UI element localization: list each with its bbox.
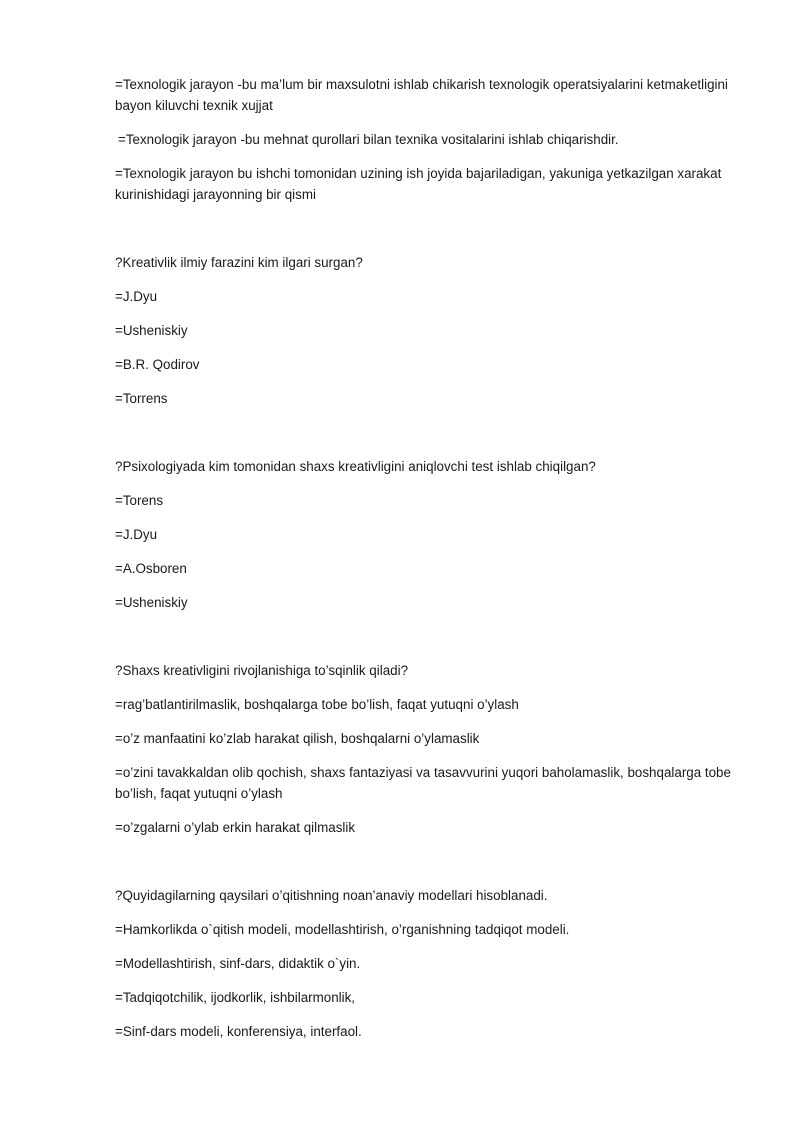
answer-line: =o’z manfaatini ko’zlab harakat qilish, boshqalarni o’ylamaslik bbox=[115, 731, 480, 746]
answer-line: =J.Dyu bbox=[115, 527, 158, 542]
question-block-4 bbox=[115, 885, 745, 1042]
answer-line: =Torrens bbox=[115, 391, 168, 406]
answer-line: =o’zgalarni o’ylab erkin harakat qilmaslik bbox=[115, 820, 356, 835]
spacer bbox=[115, 422, 745, 456]
answer-line: =B.R. Qodirov bbox=[115, 357, 200, 372]
question-block-2 bbox=[115, 456, 745, 613]
question-text: ?Shaxs kreativligini rivojlanishiga to’sqinlik qiladi? bbox=[115, 663, 409, 678]
answer-line: =rag’batlantirilmaslik, boshqalarga tobe bo’lish, faqat yutuqni o’ylash bbox=[115, 697, 519, 712]
answer-line: =Sinf-dars modeli, konferensiya, interfaol. bbox=[115, 1024, 362, 1039]
question-block-3 bbox=[115, 660, 745, 838]
answer-line: =Usheniskiy bbox=[115, 595, 188, 610]
spacer bbox=[115, 851, 745, 885]
answer-line: =Torens bbox=[115, 493, 164, 508]
answer-line: =Hamkorlikda o`qitish modeli, modellashtirish, o’rganishning tadqiqot modeli. bbox=[115, 922, 570, 937]
question-text: ?Kreativlik ilmiy farazini kim ilgari surgan? bbox=[115, 255, 363, 270]
spacer bbox=[115, 626, 745, 660]
answer-line: =Usheniskiy bbox=[115, 323, 188, 338]
answer-line: =A.Osboren bbox=[115, 561, 187, 576]
document-page bbox=[115, 74, 745, 1055]
spacer bbox=[115, 218, 745, 252]
answer-line: =J.Dyu bbox=[115, 289, 158, 304]
question-text: ?Psixologiyada kim tomonidan shaxs kreativligini aniqlovchi test ishlab chiqilgan? bbox=[115, 459, 596, 474]
question-block-1 bbox=[115, 252, 745, 409]
answer-line: =Texnologik jarayon bu ishchi tomonidan uzining ish joyida bajariladigan, yakuniga yetkazilgan xarakat kurinishidagi jarayonning bir qismi bbox=[115, 166, 722, 202]
answer-line: =Texnologik jarayon -bu mehnat qurollari bilan texnika vositalarini ishlab chiqarishdir. bbox=[118, 132, 619, 147]
intro-block bbox=[115, 74, 745, 205]
answer-line: =Tadqiqotchilik, ijodkorlik, ishbilarmonlik, bbox=[115, 990, 356, 1005]
answer-line: =o’zini tavakkaldan olib qochish, shaxs fantaziyasi va tasavvurini yuqori baholamaslik, boshqalarga tobe bo’lish, faqat yutuqni o’ylash bbox=[115, 765, 731, 801]
answer-line: =Texnologik jarayon -bu ma’lum bir maxsulotni ishlab chikarish texnologik operatsiyalarini ketmaketligini bayon kiluvchi texnik xujjat bbox=[115, 77, 728, 113]
answer-line: =Modellashtirish, sinf-dars, didaktik o`yin. bbox=[115, 956, 361, 971]
question-text: ?Quyidagilarning qaysilari o’qitishning noan’anaviy modellari hisoblanadi. bbox=[115, 888, 548, 903]
